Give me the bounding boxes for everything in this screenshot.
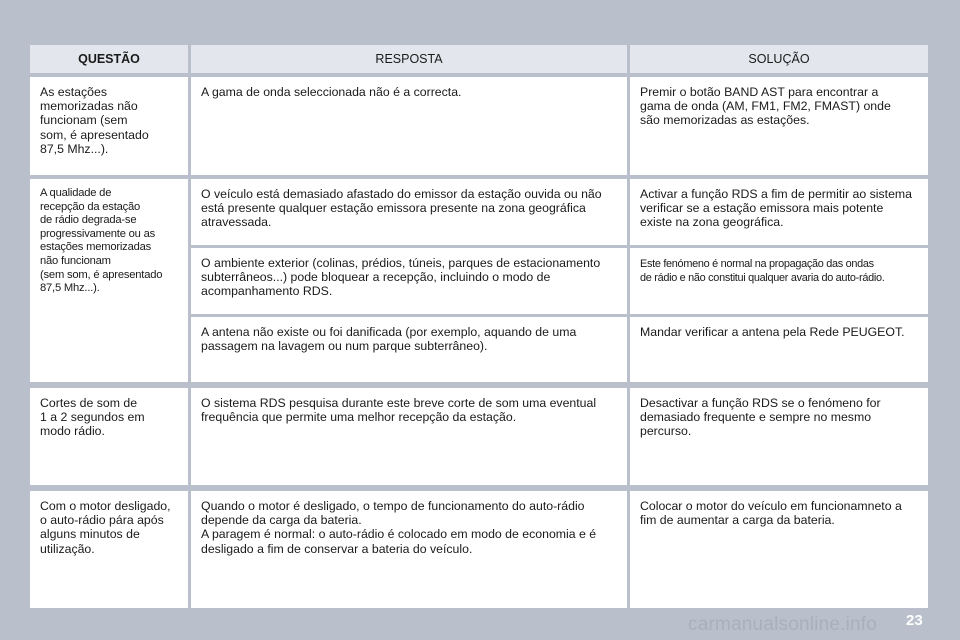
row3-question bbox=[30, 388, 188, 485]
row1-question-text: As estações memorizadas não funcionam (sem som, é apresentado 87,5 Mhz...). bbox=[40, 85, 149, 156]
row2b-solution bbox=[630, 248, 928, 314]
row4-answer-text: Quando o motor é desligado, o tempo de funcionamento do auto-rádio depende da carga da bateria. A paragem é normal: o auto-rádio é colocado em modo de economia e é desligado a fim de conservar a bateria do veículo. bbox=[201, 499, 597, 556]
row2-question-text: A qualidade de recepção da estação de rádio degrada-se progressivamente ou as estações memorizadas não funcionam (sem som, é apresentado 87,5 Mhz...). bbox=[40, 187, 163, 295]
row4-answer bbox=[191, 491, 627, 608]
header-answer bbox=[191, 45, 627, 73]
header-solution-label: SOLUÇÃO bbox=[748, 51, 810, 66]
header-question bbox=[30, 45, 188, 73]
row2a-answer bbox=[191, 179, 627, 245]
header-question-label: QUESTÃO bbox=[78, 51, 140, 66]
row3-solution-text: Desactivar a função RDS se o fenómeno for demasiado frequente e sempre no mesmo percurso. bbox=[640, 396, 881, 439]
row1-answer-text: A gama de onda seleccionada não é a correcta. bbox=[201, 85, 462, 99]
row3-answer bbox=[191, 388, 627, 485]
page-number: 23 bbox=[906, 612, 923, 629]
row2-question bbox=[30, 179, 188, 382]
row2a-answer-text: O veículo está demasiado afastado do emissor da estação ouvida ou não está presente qualquer estação emissora presente na zona geográfica atravessada. bbox=[201, 187, 602, 230]
header-solution bbox=[630, 45, 928, 73]
row2b-answer-text: O ambiente exterior (colinas, prédios, túneis, parques de estacionamento subterrâneos...) pode bloquear a recepção, incluindo o modo de acompanhamento RDS. bbox=[201, 256, 601, 299]
row4-solution-text: Colocar o motor do veículo em funcionamneto a fim de aumentar a carga da bateria. bbox=[640, 499, 902, 528]
watermark: carmanualsonline.info bbox=[688, 614, 878, 635]
row3-question-text: Cortes de som de 1 a 2 segundos em modo rádio. bbox=[40, 396, 145, 439]
row1-answer bbox=[191, 77, 627, 175]
row2a-solution bbox=[630, 179, 928, 245]
row1-question bbox=[30, 77, 188, 175]
header-answer-label: RESPOSTA bbox=[375, 51, 443, 66]
row2c-answer bbox=[191, 317, 627, 382]
row3-answer-text: O sistema RDS pesquisa durante este breve corte de som uma eventual frequência que permite uma melhor recepção da estação. bbox=[201, 396, 597, 425]
row4-question bbox=[30, 491, 188, 608]
row2c-answer-text: A antena não existe ou foi danificada (por exemplo, aquando de uma passagem na lavagem ou num parque subterrâneo). bbox=[201, 325, 577, 354]
row2c-solution-text: Mandar verificar a antena pela Rede PEUGEOT. bbox=[640, 325, 905, 339]
row2b-answer bbox=[191, 248, 627, 314]
row2a-solution-text: Activar a função RDS a fim de permitir ao sistema verificar se a estação emissora mais potente existe na zona geográfica. bbox=[640, 187, 912, 230]
row1-solution bbox=[630, 77, 928, 175]
row2b-solution-text: Este fenómeno é normal na propagação das ondas de rádio e não constitui qualquer avaria do auto-rádio. bbox=[640, 258, 885, 284]
row1-solution-text: Premir o botão BAND AST para encontrar a gama de onda (AM, FM1, FM2, FMAST) onde são memorizadas as estações. bbox=[640, 85, 891, 128]
row4-question-text: Com o motor desligado, o auto-rádio pára após alguns minutos de utilização. bbox=[40, 499, 171, 556]
row3-solution bbox=[630, 388, 928, 485]
row4-solution bbox=[630, 491, 928, 608]
row2c-solution bbox=[630, 317, 928, 382]
